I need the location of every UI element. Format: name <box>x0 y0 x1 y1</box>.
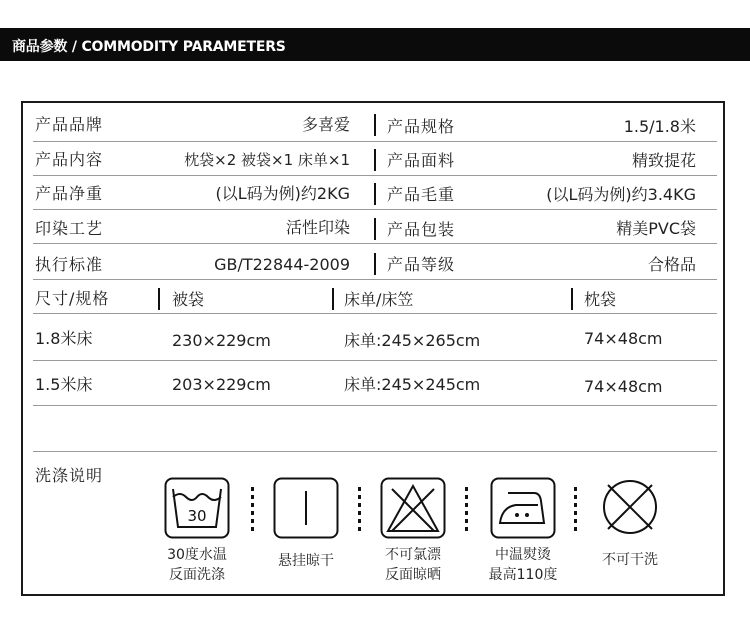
care-caption: 反面洗涤 <box>169 567 225 583</box>
care-caption: 悬挂晾干 <box>278 553 334 569</box>
param-label: 产品毛重 <box>387 185 456 204</box>
hang-dry-icon <box>273 477 339 539</box>
param-value: (以L码为例)约2KG <box>215 184 350 203</box>
iron-medium-icon <box>490 477 556 539</box>
param-value: 活性印染 <box>285 218 350 237</box>
param-label: 产品净重 <box>35 184 104 203</box>
param-label: 产品内容 <box>35 150 104 169</box>
divider <box>374 149 376 171</box>
row-rule <box>33 313 717 314</box>
param-label: 执行标准 <box>35 255 104 274</box>
divider <box>332 288 334 310</box>
table-cell: 74×48cm <box>584 377 663 396</box>
table-cell: 230×229cm <box>172 331 271 350</box>
wash-30-icon <box>164 477 230 539</box>
care-caption: 30度水温 <box>167 547 227 563</box>
row-rule <box>33 141 717 142</box>
separator <box>574 487 577 531</box>
section-title: 商品参数 / COMMODITY PARAMETERS <box>12 39 286 55</box>
row-rule <box>33 175 717 176</box>
row-rule <box>33 209 717 210</box>
param-value: 1.5/1.8米 <box>623 117 696 136</box>
row-rule <box>33 243 717 244</box>
param-value: 合格品 <box>647 255 696 274</box>
divider <box>571 288 573 310</box>
param-label: 产品规格 <box>387 117 456 136</box>
row-rule <box>33 360 717 361</box>
row-rule <box>33 451 717 452</box>
table-cell: 床单:245×245cm <box>344 375 481 394</box>
care-title: 洗涤说明 <box>35 466 104 485</box>
separator <box>465 487 468 531</box>
no-bleach-icon <box>380 477 446 539</box>
separator <box>251 487 254 531</box>
wash-temperature: 30 <box>187 507 207 525</box>
table-header-cell: 床单/床笠 <box>344 290 414 309</box>
care-caption: 中温熨烫 <box>495 547 551 563</box>
param-label: 产品等级 <box>387 255 456 274</box>
param-value: GB/T22844-2009 <box>214 255 350 274</box>
divider <box>374 253 376 275</box>
table-header-cell: 被袋 <box>172 290 205 309</box>
divider <box>374 183 376 205</box>
table-cell: 床单:245×265cm <box>344 331 481 350</box>
param-value: 多喜爱 <box>301 115 350 134</box>
param-label: 印染工艺 <box>35 219 104 238</box>
header-bar <box>0 28 750 61</box>
table-header-cell: 尺寸/规格 <box>35 289 110 308</box>
param-value: 枕袋×2 被袋×1 床单×1 <box>184 151 350 169</box>
separator <box>358 487 361 531</box>
param-value: (以L码为例)约3.4KG <box>546 185 696 204</box>
table-header-cell: 枕袋 <box>584 290 617 309</box>
divider <box>374 114 376 136</box>
param-label: 产品面料 <box>387 151 456 170</box>
care-caption: 反面晾晒 <box>385 567 441 583</box>
table-cell: 1.5米床 <box>35 375 93 394</box>
param-label: 产品品牌 <box>35 115 104 134</box>
table-cell: 74×48cm <box>584 329 663 348</box>
row-rule <box>33 279 717 280</box>
param-label: 产品包装 <box>387 220 456 239</box>
care-caption: 不可氯漂 <box>385 547 441 563</box>
care-caption: 不可干洗 <box>602 552 658 568</box>
param-value: 精致提花 <box>631 151 696 170</box>
row-rule <box>33 405 717 406</box>
table-cell: 203×229cm <box>172 375 271 394</box>
table-cell: 1.8米床 <box>35 329 93 348</box>
divider <box>158 288 160 310</box>
divider <box>374 218 376 240</box>
no-dry-clean-icon <box>600 477 660 537</box>
care-caption: 最高110度 <box>488 567 558 583</box>
param-value: 精美PVC袋 <box>616 219 696 238</box>
